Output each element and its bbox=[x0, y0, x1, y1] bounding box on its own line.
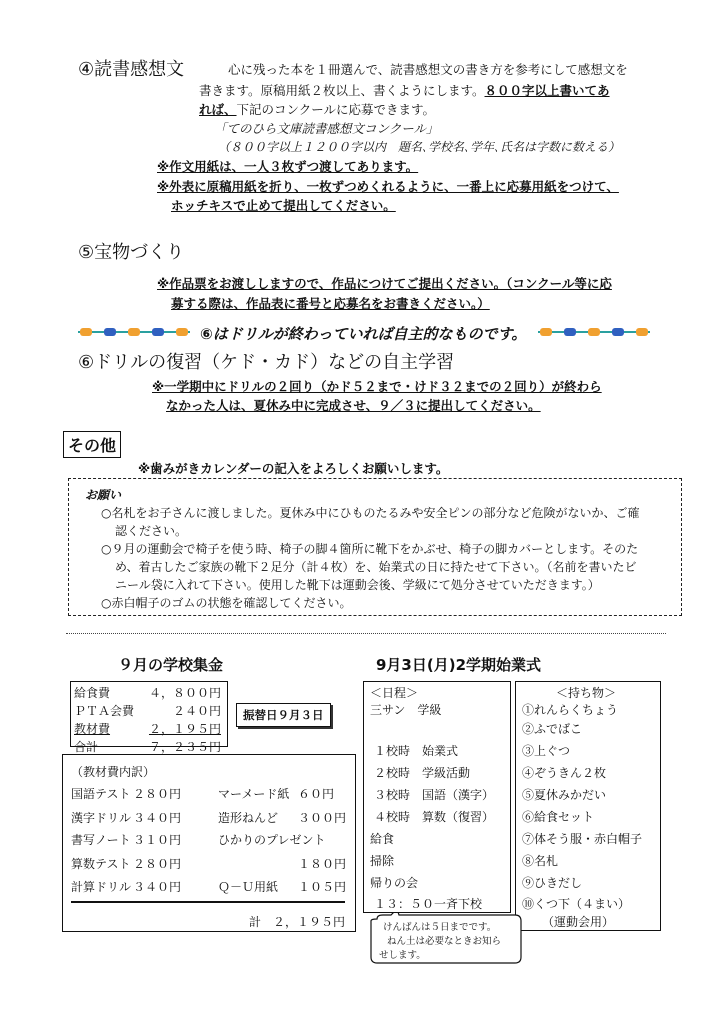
request-item: ○赤白帽子のゴムの状態を確認してください。 bbox=[101, 596, 352, 610]
schedule-item: １校時 始業式 bbox=[374, 744, 459, 758]
garland-right-icon bbox=[538, 326, 650, 338]
material-value: ２８０円 bbox=[133, 787, 182, 801]
transfer-day: 振替日９月３日 bbox=[236, 703, 331, 727]
material-value: １０５円 bbox=[298, 880, 347, 894]
bubble-line: せします。 bbox=[379, 950, 426, 961]
material-label: 算数テスト bbox=[71, 857, 131, 871]
treasure-note-2: 募する際は、作品表に番号と応募名をお書きください。） bbox=[171, 296, 490, 311]
reading-report-text-2 bbox=[199, 81, 610, 99]
other-heading: その他 bbox=[63, 431, 121, 458]
belonging-item: ⑨ひきだし bbox=[522, 876, 583, 890]
bubble-line: ねん土は必要なときお知ら bbox=[387, 936, 502, 947]
schedule-box bbox=[363, 681, 511, 913]
fee-value: ４，８００円 bbox=[148, 686, 221, 700]
material-label: マーメード紙 bbox=[218, 787, 290, 801]
reading-report-text-2a: 書きます。原稿用紙２枚以上、書くようにします。 bbox=[199, 83, 485, 98]
belonging-item: ⑩くつ下（４まい） bbox=[522, 897, 631, 911]
drill-heading: ⑥ドリルの復習（ケド・カド）などの自主学習 bbox=[78, 352, 455, 373]
treasure-heading: ⑤宝物づくり bbox=[78, 242, 185, 263]
request-item: 認ください。 bbox=[115, 524, 188, 538]
material-value: ３４０円 bbox=[133, 880, 182, 894]
material-label: 国語テスト bbox=[71, 787, 131, 801]
belonging-item: （運動会用） bbox=[542, 915, 615, 929]
belonging-item: ④ぞうきん２枚 bbox=[522, 766, 607, 780]
material-value: ３１０円 bbox=[133, 833, 182, 847]
fee-row bbox=[71, 737, 227, 755]
reading-report-emphasis-2: れば、 bbox=[199, 102, 237, 117]
toothbrush-note: ※歯みがきカレンダーの記入をよろしくお願いします。 bbox=[138, 461, 449, 476]
belonging-item: ⑥給食セット bbox=[522, 810, 595, 824]
schedule-item: １３：５０一斉下校 bbox=[374, 897, 483, 911]
fee-label: 教材費 bbox=[74, 722, 111, 736]
contest-name: 「てのひら文庫読書感想文コンクール」 bbox=[214, 121, 439, 136]
fee-label: ＰＴＡ会費 bbox=[74, 704, 135, 718]
paper-note: ※作文用紙は、一人３枚ずつ渡してあります。 bbox=[157, 159, 419, 174]
decorative-garland-right bbox=[538, 326, 650, 338]
reading-report-text-1: 心に残った本を１冊選んで、読書感想文の書き方を参考にして感想文を bbox=[228, 62, 628, 77]
material-value: ３４０円 bbox=[133, 811, 182, 825]
request-item: ニール袋に入れて下さい。使用した靴下は運動会後、学級にて処分させていただきます。） bbox=[115, 578, 600, 592]
material-value: ２８０円 bbox=[133, 857, 182, 871]
materials-total: 計 ２，１９５円 bbox=[248, 915, 345, 929]
materials-row bbox=[71, 878, 346, 895]
request-title: お願い bbox=[85, 488, 122, 502]
materials-row bbox=[71, 855, 346, 872]
items-box bbox=[515, 681, 661, 931]
material-label: Ｑ－Ｕ用紙 bbox=[218, 880, 279, 894]
material-label: 漢字ドリル bbox=[71, 811, 132, 825]
schedule-item: 給食 bbox=[370, 832, 395, 846]
request-item: め、着古したご家族の靴下２足分（計４枚）を、始業式の日に持たせて下さい。（名前を書いたビ bbox=[115, 560, 637, 574]
material-label: 書写ノート bbox=[71, 833, 131, 847]
ceremony-title: 9月3日(月)2学期始業式 bbox=[376, 656, 542, 674]
materials-total-rule bbox=[71, 901, 345, 903]
bubble-line: けんばんは５日までです。 bbox=[383, 922, 497, 933]
note-bubble bbox=[369, 913, 523, 967]
request-item: ○名札をお子さんに渡しました。夏休み中にひものたるみや安全ピンの部分など危険がないか、ご確 bbox=[101, 506, 640, 520]
schedule-item: ２校時 学級活動 bbox=[374, 766, 471, 780]
materials-row bbox=[71, 831, 346, 848]
fee-row bbox=[71, 682, 227, 701]
items-title: ＜持ち物＞ bbox=[556, 686, 617, 700]
material-label: 造形ねんど bbox=[218, 811, 279, 825]
material-value: ３００円 bbox=[298, 811, 347, 825]
belonging-item: ②ふでばこ bbox=[522, 722, 583, 736]
material-value: １８０円 bbox=[297, 857, 346, 871]
schedule-item: 掃除 bbox=[370, 854, 395, 868]
material-value: ６０円 bbox=[298, 787, 335, 801]
request-box bbox=[68, 478, 682, 616]
materials-title: （教材費内訳） bbox=[71, 765, 156, 779]
fee-row bbox=[71, 719, 227, 737]
fees-table bbox=[70, 681, 228, 754]
belonging-item: ⑤夏休みかだい bbox=[522, 788, 607, 802]
material-label: ひかりのプレゼント bbox=[218, 833, 326, 847]
garland-left-icon bbox=[78, 326, 190, 338]
fee-label: 給食費 bbox=[74, 686, 111, 700]
materials-row bbox=[71, 785, 346, 802]
belonging-item: ①れんらくちょう bbox=[522, 703, 619, 717]
contest-note: （８００字以上１２００字以内 題名､学校名､学年､氏名は字数に数える） bbox=[218, 140, 621, 154]
materials-row bbox=[71, 809, 346, 826]
schedule-item: 帰りの会 bbox=[370, 876, 419, 890]
schedule-item: 三サン 学級 bbox=[370, 703, 442, 717]
reading-report-text-3b: 下記のコンクールに応募できます。 bbox=[236, 102, 436, 117]
fee-value: ２４０円 bbox=[172, 704, 221, 718]
belonging-item: ⑦体そう服・赤白帽子 bbox=[522, 832, 643, 846]
schedule-title: ＜日程＞ bbox=[370, 686, 419, 700]
fee-value: ７，２３５円 bbox=[148, 740, 221, 754]
folding-note-2: ホッチキスで止めて提出してください。 bbox=[171, 198, 396, 213]
schedule-item: ４校時 算数（復習） bbox=[374, 810, 495, 824]
drill-banner: ⑥はドリルが終わっていれば自主的なものです。 bbox=[200, 325, 527, 343]
drill-note-1: ※一学期中にドリルの２回り（かド５２まで・けド３２までの２回り）が終わら bbox=[152, 379, 602, 394]
schedule-item: ３校時 国語（漢字） bbox=[374, 788, 495, 802]
belonging-item: ③上ぐつ bbox=[522, 744, 571, 758]
folding-note-1: ※外表に原稿用紙を折り、一枚ずつめくれるように、一番上に応募用紙をつけて、 bbox=[157, 179, 619, 194]
treasure-note-1: ※作品票をお渡ししますので、作品につけてご提出ください。（コンクール等に応 bbox=[157, 276, 612, 291]
divider bbox=[66, 633, 666, 634]
fees-title: ９月の学校集金 bbox=[118, 656, 224, 674]
materials-box bbox=[62, 754, 356, 932]
request-item: ○９月の運動会で椅子を使う時、椅子の脚４箇所に靴下をかぶせ、椅子の脚カバーとします。そのた bbox=[101, 542, 639, 556]
fee-value: ２，１９５円 bbox=[148, 722, 221, 736]
reading-report-text-3 bbox=[199, 100, 435, 118]
fee-row bbox=[71, 701, 227, 719]
reading-report-emphasis-1: ８００字以上書いてあ bbox=[484, 83, 610, 98]
belonging-item: ⑧名札 bbox=[522, 854, 559, 868]
material-label: 計算ドリル bbox=[71, 880, 132, 894]
fee-label: 合計 bbox=[74, 740, 99, 754]
decorative-garland-left bbox=[78, 326, 190, 338]
drill-note-2: なかった人は、夏休み中に完成させ、９／３に提出してください。 bbox=[166, 398, 541, 413]
reading-report-heading: ④読書感想文 bbox=[78, 59, 185, 80]
